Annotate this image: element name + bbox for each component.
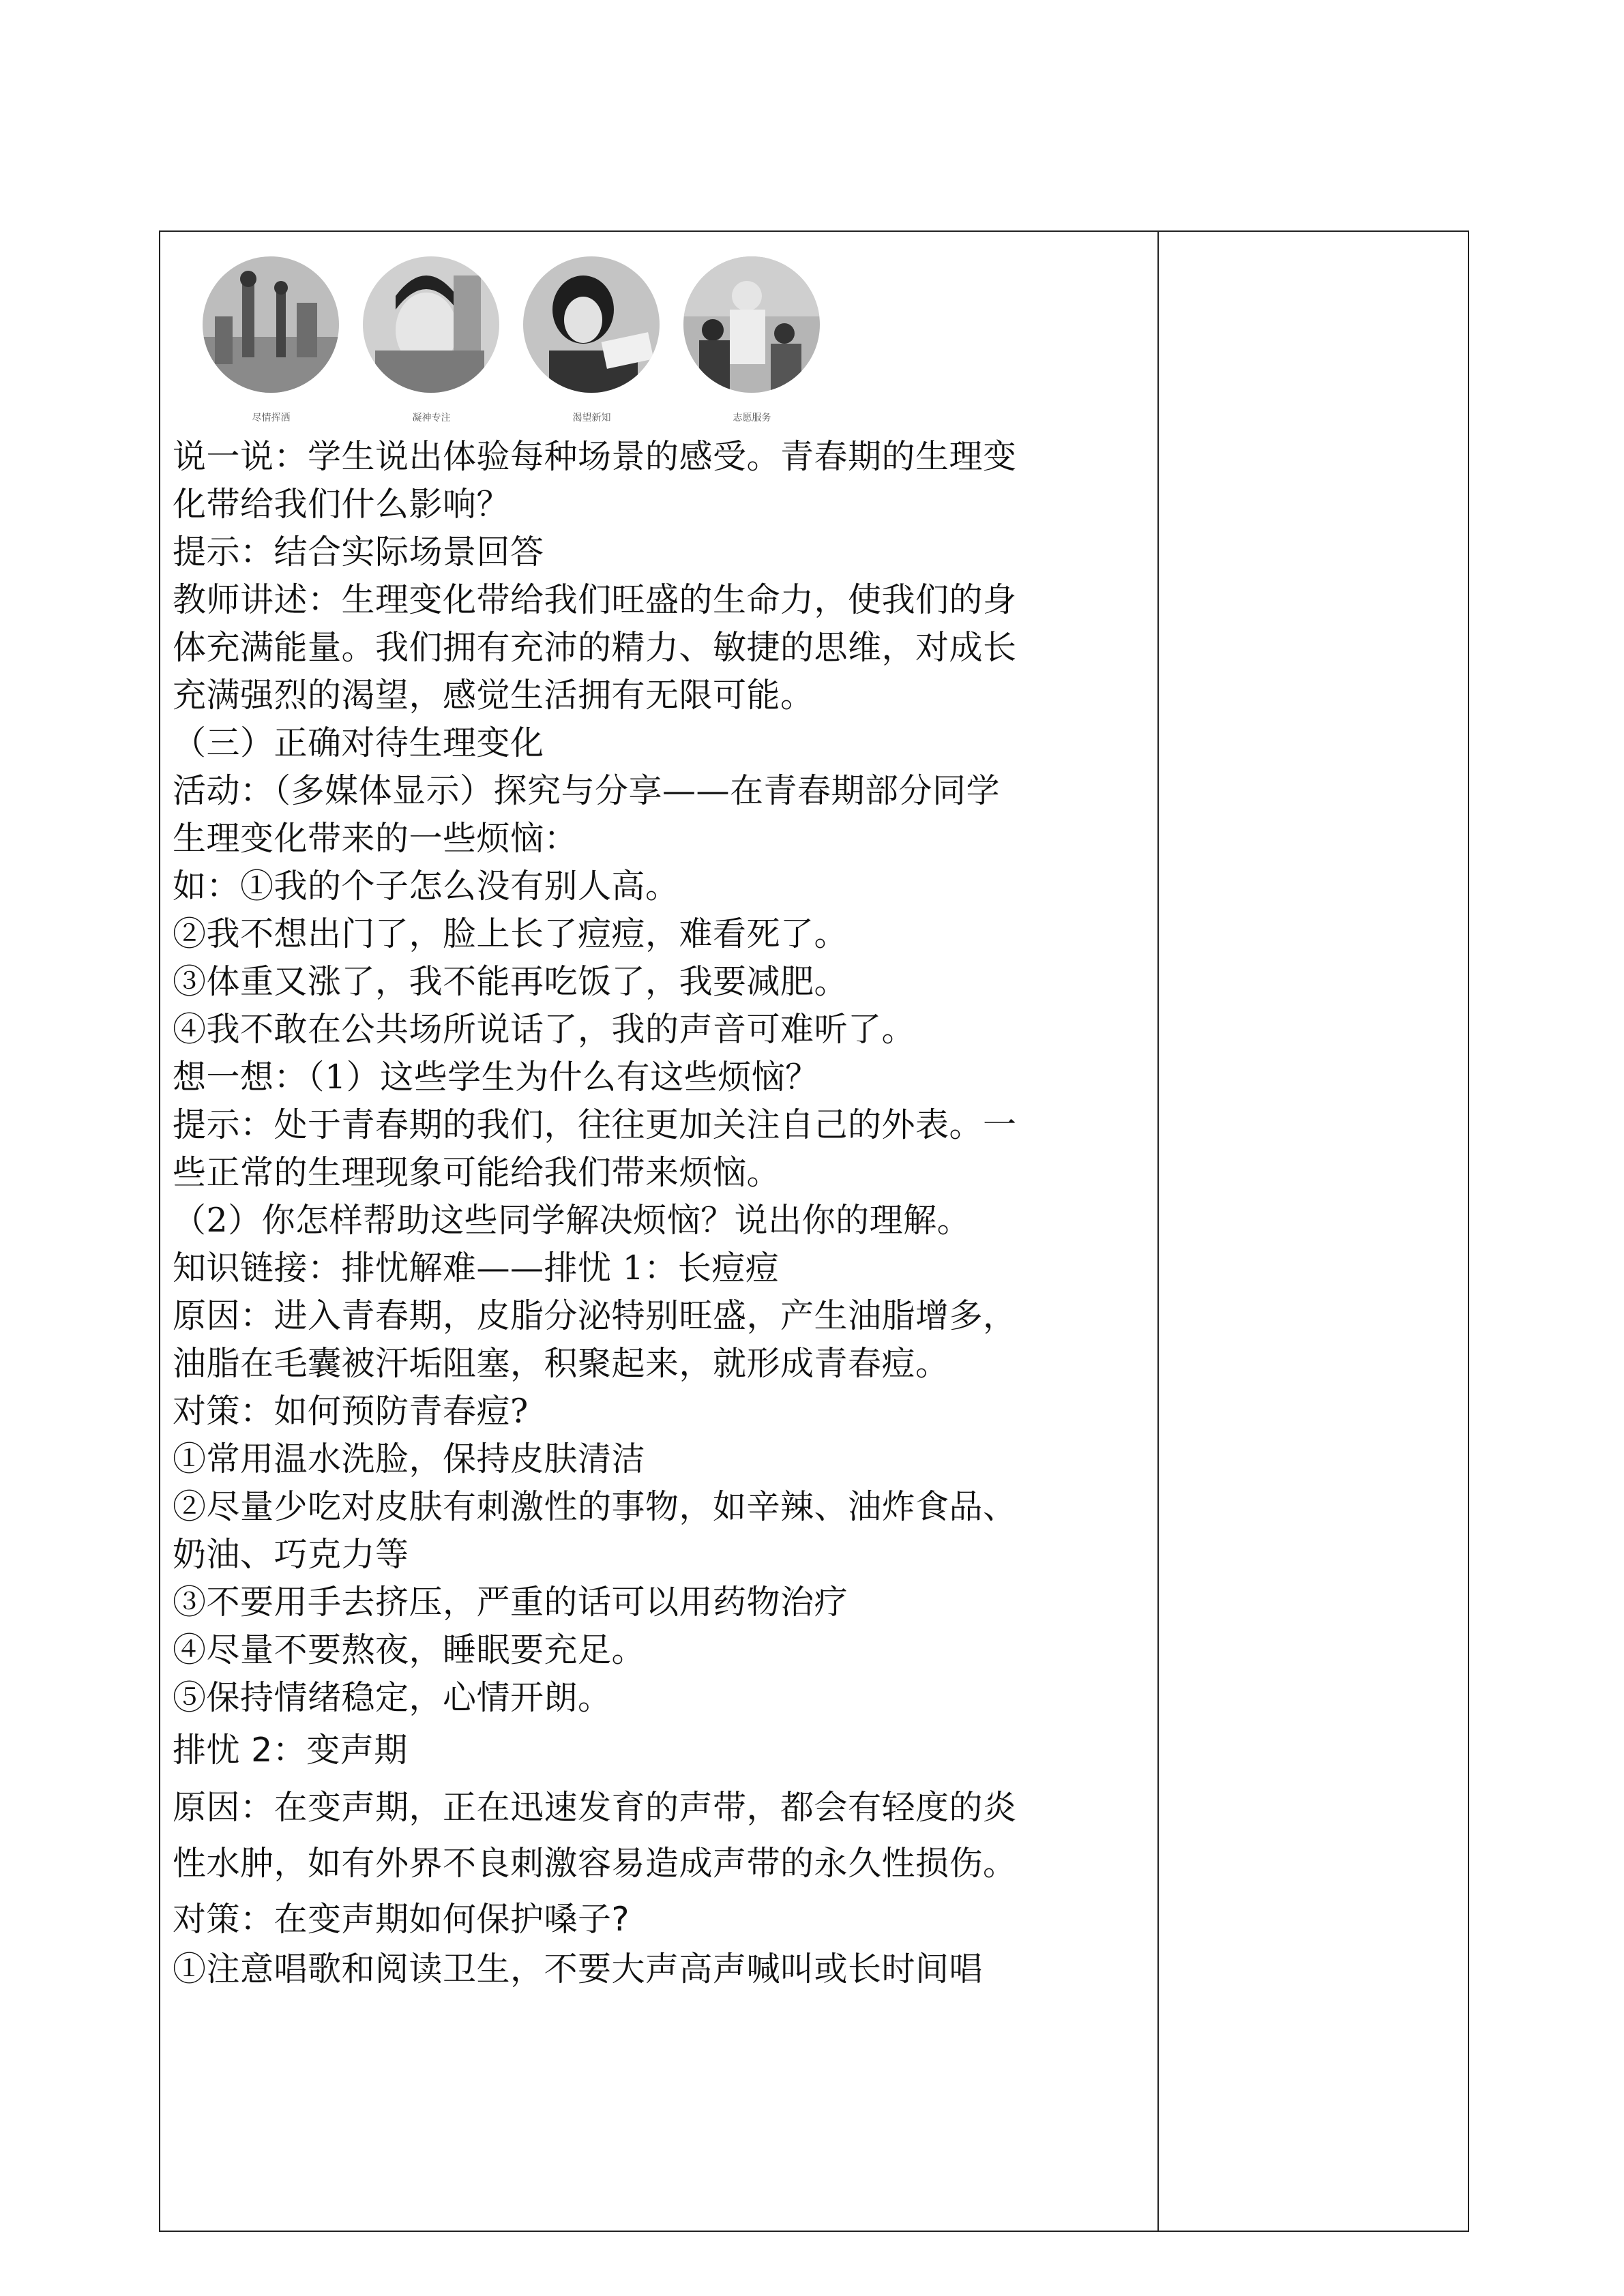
text-line: 提示：处于青春期的我们，往往更加关注自己的外表。一: [173, 1105, 1017, 1144]
text-line: ②我不想出门了，脸上长了痘痘，难看死了。: [173, 914, 848, 953]
photo-caption: 尽情挥洒: [252, 413, 291, 423]
text-line: 些正常的生理现象可能给我们带来烦恼。: [173, 1153, 781, 1192]
photo-caption: 凝神专注: [412, 413, 451, 423]
text-line: 体充满能量。我们拥有充沛的精力、敏捷的思维，对成长: [173, 628, 1017, 667]
photo-volunteer: [682, 255, 822, 423]
text-line: 提示：结合实际场景回答: [173, 533, 544, 571]
photo-strip: [201, 255, 842, 460]
text-line: 油脂在毛囊被汗垢阻塞，积聚起来，就形成青春痘。: [173, 1344, 949, 1383]
text-line: 对策：在变声期如何保护嗓子?: [173, 1900, 630, 1939]
lesson-table: [159, 230, 1469, 2232]
text-line: 想一想：（1）这些学生为什么有这些烦恼？: [173, 1058, 819, 1097]
text-line: 原因：进入青春期，皮脂分泌特别旺盛，产生油脂增多，: [173, 1296, 1017, 1335]
photo-focus: [361, 255, 501, 423]
text-line: 充满强烈的渴望，感觉生活拥有无限可能。: [173, 676, 814, 715]
text-line: ④尽量不要熬夜，睡眠要充足。: [173, 1630, 646, 1669]
text-line: 说一说：学生说出体验每种场景的感受。青春期的生理变: [173, 437, 1017, 476]
text-line: 化带给我们什么影响？: [173, 485, 511, 524]
section-heading: （三）正确对待生理变化: [173, 724, 544, 762]
photo-caption: 渴望新知: [572, 413, 611, 423]
text-line: ①常用温水洗脸，保持皮肤清洁: [173, 1440, 646, 1478]
text-line: 教师讲述：生理变化带给我们旺盛的生命力，使我们的身: [173, 580, 1017, 619]
text-line: ⑤保持情绪稳定，心情开朗。: [173, 1678, 612, 1717]
content-cell: [173, 232, 1149, 2231]
text-line: 生理变化带来的一些烦恼：: [173, 819, 578, 858]
photo-sports: [201, 255, 341, 423]
notes-cell: [1159, 232, 1468, 2231]
text-line: 对策：如何预防青春痘?: [173, 1392, 529, 1431]
text-line: 如：①我的个子怎么没有别人高。: [173, 867, 679, 906]
text-line: 性水肿，如有外界不良刺激容易造成声带的永久性损伤。: [173, 1844, 1017, 1883]
text-line: ①注意唱歌和阅读卫生，不要大声高声喊叫或长时间唱: [173, 1950, 984, 1988]
text-line: 活动：（多媒体显示）探究与分享——在青春期部分同学: [173, 771, 1001, 810]
photo-learning: [522, 255, 662, 423]
subheading: 排忧 2：变声期: [173, 1731, 408, 1770]
text-line: ④我不敢在公共场所说话了，我的声音可难听了。: [173, 1010, 916, 1049]
photo-caption: 志愿服务: [733, 413, 771, 423]
text-line: （2）你怎样帮助这些同学解决烦恼？说出你的理解。: [173, 1201, 971, 1240]
text-line: 奶油、巧克力等: [173, 1535, 409, 1574]
text-line: ③体重又涨了，我不能再吃饭了，我要减肥。: [173, 962, 848, 1001]
text-line: 知识链接：排忧解难——排忧 1：长痘痘: [173, 1249, 780, 1287]
text-line: ②尽量少吃对皮肤有刺激性的事物，如辛辣、油炸食品、: [173, 1487, 1017, 1526]
text-line: 原因：在变声期，正在迅速发育的声带，都会有轻度的炎: [173, 1788, 1017, 1827]
text-line: ③不要用手去挤压，严重的话可以用药物治疗: [173, 1583, 848, 1622]
